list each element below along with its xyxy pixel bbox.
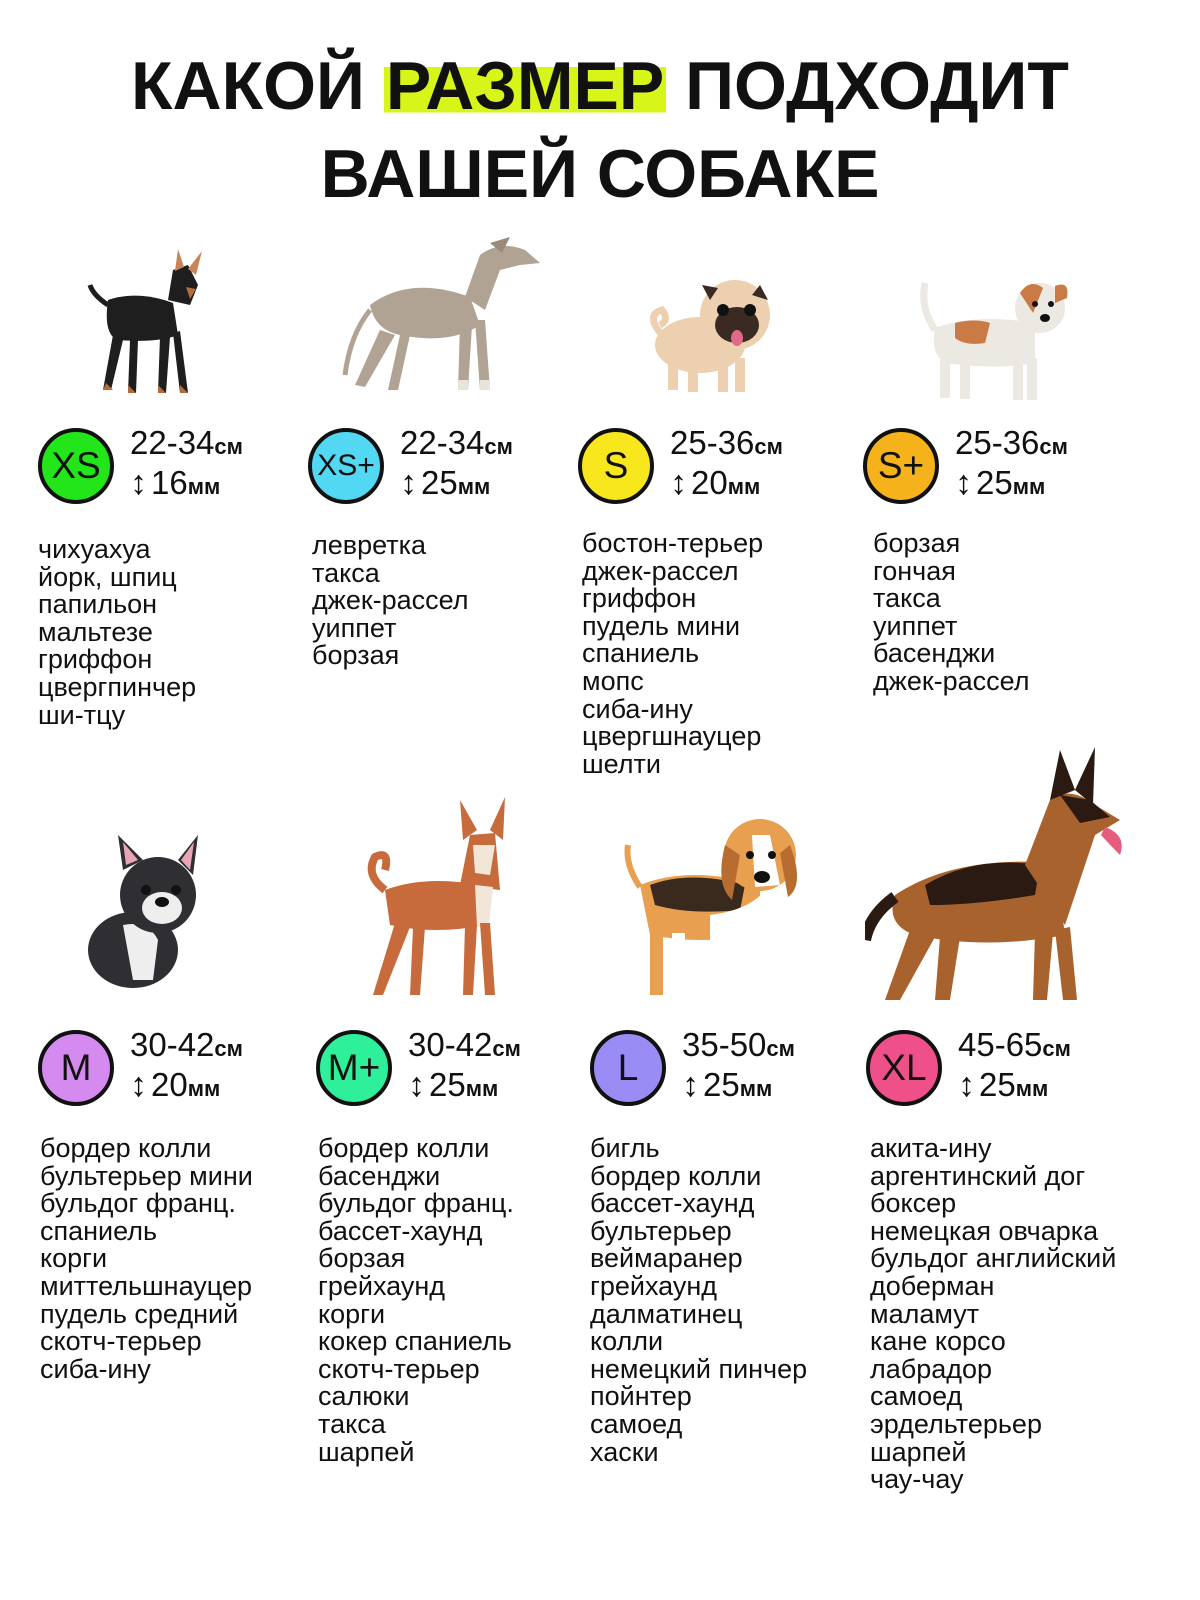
length-range: 45-65см	[958, 1026, 1071, 1063]
size-badge-m: M	[38, 1030, 114, 1106]
size-card-s	[578, 424, 868, 788]
length-range: 30-42см	[408, 1026, 521, 1063]
list-item: шарпей	[870, 1436, 967, 1467]
basenji-icon	[355, 795, 515, 1000]
list-item: джек-рассел	[582, 555, 739, 586]
size-header	[578, 424, 868, 518]
list-item: бульдог английский	[870, 1243, 1117, 1274]
size-badge-xs-plus: XS+	[308, 428, 384, 504]
list-item: бульдог франц.	[40, 1188, 236, 1219]
list-item: пойнтер	[590, 1381, 692, 1412]
list-item: гончая	[873, 555, 956, 586]
list-item: бассет-хаунд	[318, 1215, 483, 1246]
list-item: басенджи	[318, 1160, 441, 1191]
list-item: бордер колли	[590, 1160, 762, 1191]
list-item: чихуахуа	[38, 534, 151, 564]
list-item: бульдог франц.	[318, 1188, 514, 1219]
breed-list	[873, 530, 1030, 696]
width-value: ↕ 25мм	[682, 1066, 773, 1104]
vertical-arrow-icon: ↕	[400, 464, 417, 502]
list-item: бостон-терьер	[582, 528, 764, 558]
size-header	[316, 1026, 606, 1120]
list-item: такса	[873, 583, 941, 614]
list-item: шарпей	[318, 1436, 415, 1467]
list-item: корги	[318, 1298, 386, 1329]
vertical-arrow-icon: ↕	[408, 1066, 425, 1104]
size-header	[38, 424, 328, 518]
length-range: 22-34см	[400, 424, 513, 461]
list-item: басенджи	[873, 638, 996, 669]
length-range: 25-36см	[670, 424, 783, 461]
list-item: папильон	[38, 589, 158, 620]
list-item: доберман	[870, 1270, 995, 1301]
length-range: 22-34см	[130, 424, 243, 461]
list-item: самоед	[590, 1408, 683, 1439]
list-item: сиба-ину	[582, 693, 693, 724]
vertical-arrow-icon: ↕	[682, 1066, 699, 1104]
list-item: мальтезе	[38, 616, 153, 647]
list-item: хаски	[590, 1436, 659, 1467]
list-item: борзая	[318, 1243, 406, 1274]
vertical-arrow-icon: ↕	[955, 464, 972, 502]
list-item: гриффон	[38, 644, 153, 675]
vertical-arrow-icon: ↕	[670, 464, 687, 502]
list-item: акита-ину	[870, 1133, 992, 1163]
list-item: мопс	[582, 665, 644, 696]
list-item: кокер спаниель	[318, 1326, 512, 1357]
list-item: цвергшнауцер	[582, 721, 762, 752]
length-range: 35-50см	[682, 1026, 795, 1063]
size-badge-s: S	[578, 428, 654, 504]
breed-list	[590, 1135, 807, 1466]
size-badge-s-plus: S+	[863, 428, 939, 504]
breed-list	[38, 536, 196, 729]
list-item: джек-рассел	[312, 585, 469, 616]
jack-russell-icon	[915, 268, 1075, 403]
list-item: самоед	[870, 1381, 963, 1412]
list-item: такса	[318, 1408, 386, 1439]
list-item: скотч-терьер	[318, 1353, 480, 1384]
french-bulldog-icon	[78, 830, 208, 995]
list-item: бордер колли	[318, 1133, 490, 1163]
miniature-pinscher-icon	[78, 245, 208, 395]
size-badge-xl: XL	[866, 1030, 942, 1106]
list-item: йорк, шпиц	[38, 561, 177, 592]
list-item: пудель средний	[40, 1298, 239, 1329]
list-item: ши-тцу	[38, 699, 126, 730]
list-item: миттельшнауцер	[40, 1270, 252, 1301]
list-item: бассет-хаунд	[590, 1188, 755, 1219]
list-item: кане корсо	[870, 1326, 1006, 1357]
title-line-2: ВАШЕЙ СОБАКЕ	[320, 136, 880, 212]
size-badge-l: L	[590, 1030, 666, 1106]
list-item: лабрадор	[870, 1353, 993, 1384]
width-value: ↕ 20мм	[130, 1066, 221, 1104]
list-item: уиппет	[312, 612, 397, 643]
vertical-arrow-icon: ↕	[958, 1066, 975, 1104]
list-item: боксер	[870, 1188, 957, 1219]
list-item: бультерьер	[590, 1215, 732, 1246]
size-card-xs	[38, 424, 328, 748]
page-title	[0, 42, 1200, 218]
width-value: ↕ 20мм	[670, 464, 761, 502]
pug-icon	[640, 270, 780, 395]
size-card-l	[590, 1026, 880, 1490]
size-card-xs-plus	[308, 424, 598, 688]
list-item: далматинец	[590, 1298, 743, 1329]
greyhound-icon	[340, 235, 545, 395]
size-card-m-plus	[316, 1026, 606, 1490]
list-item: пудель мини	[582, 610, 741, 641]
list-item: скотч-терьер	[40, 1326, 202, 1357]
list-item: сиба-ину	[40, 1353, 151, 1384]
list-item: шелти	[582, 748, 661, 779]
beagle-icon	[620, 805, 805, 1000]
list-item: спаниель	[40, 1215, 158, 1246]
vertical-arrow-icon: ↕	[130, 464, 147, 502]
list-item: спаниель	[582, 638, 700, 669]
size-badge-m-plus: M+	[316, 1030, 392, 1106]
width-value: ↕ 16мм	[130, 464, 221, 502]
list-item: бигль	[590, 1133, 660, 1163]
breed-list	[318, 1135, 514, 1466]
list-item: колли	[590, 1326, 664, 1357]
width-value: ↕ 25мм	[400, 464, 491, 502]
breed-list	[582, 530, 763, 778]
length-range: 30-42см	[130, 1026, 243, 1063]
width-value: ↕ 25мм	[955, 464, 1046, 502]
title-highlight: РАЗМЕР	[385, 48, 665, 124]
breed-list	[312, 532, 469, 670]
size-card-xl	[866, 1026, 1186, 1510]
list-item: немецкая овчарка	[870, 1215, 1099, 1246]
vertical-arrow-icon: ↕	[130, 1066, 147, 1104]
length-range: 25-36см	[955, 424, 1068, 461]
list-item: борзая	[312, 640, 400, 671]
size-badge-xs: XS	[38, 428, 114, 504]
width-value: ↕ 25мм	[958, 1066, 1049, 1104]
size-header	[38, 1026, 328, 1120]
list-item: борзая	[873, 528, 961, 558]
size-header	[863, 424, 1153, 518]
list-item: чау-чау	[870, 1464, 964, 1495]
list-item: цвергпинчер	[38, 671, 197, 702]
german-shepherd-icon	[865, 745, 1130, 1005]
list-item: аргентинский дог	[870, 1160, 1086, 1191]
title-line-1: КАКОЙ РАЗМЕР ПОДХОДИТ	[131, 48, 1069, 124]
list-item: эрдельтерьер	[870, 1408, 1042, 1439]
size-card-s-plus	[863, 424, 1153, 728]
list-item: веймаранер	[590, 1243, 743, 1274]
size-header	[590, 1026, 880, 1120]
list-item: левретка	[312, 530, 427, 560]
list-item: гриффон	[582, 583, 697, 614]
list-item: корги	[40, 1243, 108, 1274]
list-item: бультерьер мини	[40, 1160, 253, 1191]
list-item: такса	[312, 557, 380, 588]
size-header	[308, 424, 598, 518]
list-item: салюки	[318, 1381, 410, 1412]
size-header	[866, 1026, 1156, 1120]
breed-list	[870, 1135, 1116, 1494]
list-item: грейхаунд	[318, 1270, 446, 1301]
breed-list	[40, 1135, 253, 1383]
list-item: грейхаунд	[590, 1270, 718, 1301]
size-card-m	[38, 1026, 328, 1410]
list-item: немецкий пинчер	[590, 1353, 808, 1384]
list-item: бордер колли	[40, 1133, 212, 1163]
width-value: ↕ 25мм	[408, 1066, 499, 1104]
list-item: джек-рассел	[873, 665, 1030, 696]
list-item: маламут	[870, 1298, 980, 1329]
list-item: уиппет	[873, 610, 958, 641]
